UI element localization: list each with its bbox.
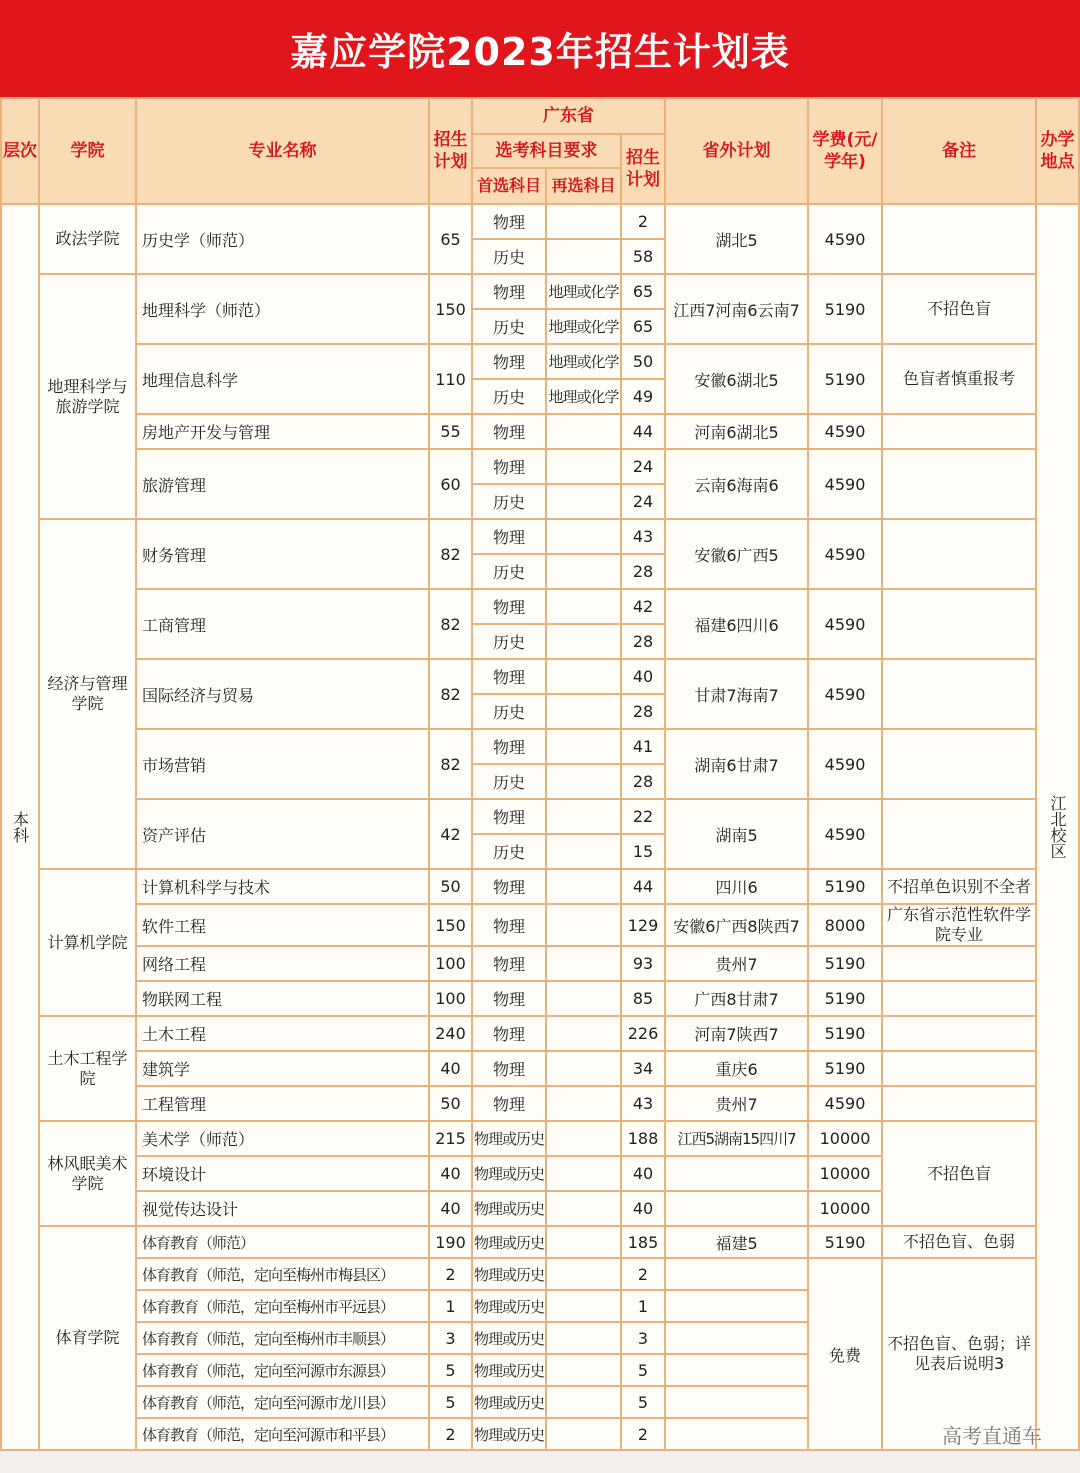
gd-plan-count: 5 (621, 1386, 665, 1418)
header-note: 备注 (882, 98, 1036, 204)
outside-plan: 福建6四川6 (665, 589, 808, 659)
first-subject: 历史 (472, 379, 546, 414)
second-subject (546, 659, 621, 694)
gd-plan-count: 188 (621, 1121, 665, 1156)
second-subject (546, 1156, 621, 1191)
note-cell (882, 729, 1036, 799)
major-name: 体育教育（师范，定向至河源市和平县） (136, 1418, 429, 1450)
second-subject (546, 904, 621, 946)
note-cell (882, 799, 1036, 869)
table-row (1, 1016, 1079, 1051)
second-subject (546, 1191, 621, 1226)
major-name: 体育教育（师范，定向至河源市龙川县） (136, 1386, 429, 1418)
tuition-fee: 8000 (808, 904, 882, 946)
table-row (1, 414, 1079, 449)
header-subject-req: 选考科目要求 (472, 134, 621, 168)
outside-plan: 河南6湖北5 (665, 414, 808, 449)
outside-plan: 贵州7 (665, 946, 808, 981)
second-subject (546, 694, 621, 729)
plan-count: 2 (429, 1258, 472, 1290)
tuition-fee: 4590 (808, 799, 882, 869)
gd-plan-count: 28 (621, 694, 665, 729)
major-name: 资产评估 (136, 799, 429, 869)
plan-count: 82 (429, 729, 472, 799)
plan-count: 42 (429, 799, 472, 869)
plan-count: 215 (429, 1121, 472, 1156)
table-row (1, 659, 1079, 694)
table-row (1, 204, 1079, 239)
note-cell (882, 981, 1036, 1016)
major-name: 财务管理 (136, 519, 429, 589)
tuition-fee: 5190 (808, 1226, 882, 1258)
gd-plan-count: 28 (621, 624, 665, 659)
table-row (1, 519, 1079, 554)
college-cell: 经济与管理学院 (39, 519, 136, 869)
first-subject: 历史 (472, 309, 546, 344)
second-subject (546, 1121, 621, 1156)
tuition-fee: 5190 (808, 946, 882, 981)
tuition-fee: 10000 (808, 1121, 882, 1156)
outside-plan (665, 1191, 808, 1226)
note-cell (882, 659, 1036, 729)
second-subject (546, 589, 621, 624)
gd-plan-count: 1 (621, 1290, 665, 1322)
gd-plan-count: 93 (621, 946, 665, 981)
first-subject: 历史 (472, 624, 546, 659)
tuition-fee: 5190 (808, 869, 882, 904)
note-cell: 不招单色识别不全者 (882, 869, 1036, 904)
first-subject: 历史 (472, 554, 546, 589)
outside-plan: 湖北5 (665, 204, 808, 274)
tuition-fee: 5190 (808, 274, 882, 344)
plan-count: 150 (429, 904, 472, 946)
gd-plan-count: 129 (621, 904, 665, 946)
major-name: 计算机科学与技术 (136, 869, 429, 904)
plan-count: 40 (429, 1051, 472, 1086)
major-name: 工商管理 (136, 589, 429, 659)
gd-plan-count: 43 (621, 519, 665, 554)
first-subject: 物理或历史 (472, 1290, 546, 1322)
note-cell (882, 1016, 1036, 1051)
outside-plan (665, 1354, 808, 1386)
note-cell (882, 519, 1036, 589)
plan-count: 1 (429, 1290, 472, 1322)
outside-plan: 安徽6广西8陕西7 (665, 904, 808, 946)
major-name: 工程管理 (136, 1086, 429, 1121)
gd-plan-count: 50 (621, 344, 665, 379)
outside-plan: 江西7河南6云南7 (665, 274, 808, 344)
first-subject: 物理 (472, 799, 546, 834)
gd-plan-count: 85 (621, 981, 665, 1016)
note-cell (882, 1086, 1036, 1121)
gd-plan-count: 185 (621, 1226, 665, 1258)
first-subject: 物理 (472, 869, 546, 904)
major-name: 网络工程 (136, 946, 429, 981)
second-subject (546, 624, 621, 659)
second-subject (546, 799, 621, 834)
header-campus: 办学地点 (1036, 98, 1079, 204)
first-subject: 物理 (472, 729, 546, 764)
major-name: 旅游管理 (136, 449, 429, 519)
first-subject: 物理 (472, 274, 546, 309)
table-row (1, 729, 1079, 764)
table-row (1, 589, 1079, 624)
gd-plan-count: 65 (621, 309, 665, 344)
first-subject: 物理 (472, 414, 546, 449)
outside-plan: 甘肃7海南7 (665, 659, 808, 729)
plan-count: 5 (429, 1386, 472, 1418)
outside-plan: 河南7陕西7 (665, 1016, 808, 1051)
tuition-fee: 4590 (808, 414, 882, 449)
second-subject (546, 981, 621, 1016)
gd-plan-count: 15 (621, 834, 665, 869)
major-name: 建筑学 (136, 1051, 429, 1086)
table-row (1, 869, 1079, 904)
tuition-fee: 4590 (808, 589, 882, 659)
table-row (1, 344, 1079, 379)
plan-count: 240 (429, 1016, 472, 1051)
college-cell: 地理科学与旅游学院 (39, 274, 136, 519)
second-subject (546, 1290, 621, 1322)
plan-count: 2 (429, 1418, 472, 1450)
first-subject: 物理 (472, 204, 546, 239)
outside-plan (665, 1258, 808, 1290)
table-row (1, 274, 1079, 309)
table-row (1, 904, 1079, 946)
gd-plan-count: 28 (621, 554, 665, 589)
outside-plan: 重庆6 (665, 1051, 808, 1086)
gd-plan-count: 42 (621, 589, 665, 624)
note-cell: 不招色盲 (882, 274, 1036, 344)
second-subject (546, 946, 621, 981)
gd-plan-count: 2 (621, 204, 665, 239)
tuition-fee: 4590 (808, 729, 882, 799)
table-row (1, 1086, 1079, 1121)
header-plan: 招生计划 (429, 98, 472, 204)
first-subject: 物理或历史 (472, 1322, 546, 1354)
second-subject (546, 1086, 621, 1121)
gd-plan-count: 22 (621, 799, 665, 834)
first-subject: 物理或历史 (472, 1121, 546, 1156)
major-name: 地理信息科学 (136, 344, 429, 414)
tuition-fee: 4590 (808, 449, 882, 519)
table-row (1, 799, 1079, 834)
first-subject: 物理或历史 (472, 1354, 546, 1386)
plan-count: 3 (429, 1322, 472, 1354)
major-name: 地理科学（师范） (136, 274, 429, 344)
gd-plan-count: 226 (621, 1016, 665, 1051)
gd-plan-count: 44 (621, 414, 665, 449)
first-subject: 物理或历史 (472, 1258, 546, 1290)
first-subject: 物理 (472, 659, 546, 694)
first-subject: 物理 (472, 344, 546, 379)
second-subject (546, 1258, 621, 1290)
first-subject: 物理或历史 (472, 1191, 546, 1226)
first-subject: 物理或历史 (472, 1226, 546, 1258)
level-cell: 本科 (1, 204, 39, 1450)
major-name: 美术学（师范） (136, 1121, 429, 1156)
note-cell (882, 414, 1036, 449)
gd-plan-count: 5 (621, 1354, 665, 1386)
plan-count: 100 (429, 946, 472, 981)
second-subject: 地理或化学 (546, 344, 621, 379)
gd-plan-count: 34 (621, 1051, 665, 1086)
header-level: 层次 (1, 98, 39, 204)
outside-plan: 福建5 (665, 1226, 808, 1258)
note-cell: 不招色盲、色弱；详见表后说明3 (882, 1258, 1036, 1450)
note-cell (882, 589, 1036, 659)
plan-count: 55 (429, 414, 472, 449)
first-subject: 历史 (472, 484, 546, 519)
second-subject (546, 764, 621, 799)
outside-plan: 贵州7 (665, 1086, 808, 1121)
outside-plan (665, 1322, 808, 1354)
gd-plan-count: 24 (621, 449, 665, 484)
gd-plan-count: 40 (621, 1156, 665, 1191)
college-cell: 林风眠美术学院 (39, 1121, 136, 1226)
enrollment-plan-table (0, 97, 1080, 1451)
major-name: 视觉传达设计 (136, 1191, 429, 1226)
second-subject (546, 554, 621, 589)
header-second-subject: 再选科目 (546, 168, 621, 204)
plan-count: 40 (429, 1191, 472, 1226)
tuition-fee: 免费 (808, 1258, 882, 1450)
major-name: 体育教育（师范，定向至河源市东源县） (136, 1354, 429, 1386)
first-subject: 物理或历史 (472, 1386, 546, 1418)
tuition-fee: 4590 (808, 1086, 882, 1121)
table-row (1, 1051, 1079, 1086)
campus-cell: 江北校区 (1036, 204, 1079, 1450)
second-subject (546, 239, 621, 274)
gd-plan-count: 58 (621, 239, 665, 274)
gd-plan-count: 44 (621, 869, 665, 904)
tuition-fee: 10000 (808, 1191, 882, 1226)
first-subject: 历史 (472, 764, 546, 799)
second-subject: 地理或化学 (546, 309, 621, 344)
note-cell (882, 449, 1036, 519)
plan-count: 50 (429, 1086, 472, 1121)
note-cell (882, 1051, 1036, 1086)
first-subject: 物理 (472, 946, 546, 981)
table-row (1, 946, 1079, 981)
second-subject (546, 834, 621, 869)
note-cell: 色盲者慎重报考 (882, 344, 1036, 414)
table-row (1, 1258, 1079, 1290)
second-subject (546, 1354, 621, 1386)
major-name: 市场营销 (136, 729, 429, 799)
second-subject (546, 1051, 621, 1086)
tuition-fee: 4590 (808, 659, 882, 729)
first-subject: 物理或历史 (472, 1156, 546, 1191)
gd-plan-count: 28 (621, 764, 665, 799)
tuition-fee: 5190 (808, 344, 882, 414)
tuition-fee: 4590 (808, 519, 882, 589)
gd-plan-count: 43 (621, 1086, 665, 1121)
table-row (1, 981, 1079, 1016)
outside-plan: 湖南6甘肃7 (665, 729, 808, 799)
outside-plan: 江西5湖南15四川7 (665, 1121, 808, 1156)
first-subject: 物理 (472, 589, 546, 624)
outside-plan (665, 1156, 808, 1191)
second-subject: 地理或化学 (546, 379, 621, 414)
college-cell: 政法学院 (39, 204, 136, 274)
first-subject: 物理 (472, 981, 546, 1016)
second-subject (546, 1322, 621, 1354)
major-name: 土木工程 (136, 1016, 429, 1051)
header-fee: 学费(元/学年) (808, 98, 882, 204)
major-name: 物联网工程 (136, 981, 429, 1016)
gd-plan-count: 2 (621, 1258, 665, 1290)
second-subject (546, 1226, 621, 1258)
second-subject (546, 449, 621, 484)
first-subject: 物理 (472, 1086, 546, 1121)
second-subject (546, 869, 621, 904)
plan-count: 100 (429, 981, 472, 1016)
gd-plan-count: 24 (621, 484, 665, 519)
header-guangdong: 广东省 (472, 98, 665, 134)
major-name: 房地产开发与管理 (136, 414, 429, 449)
second-subject (546, 204, 621, 239)
major-name: 软件工程 (136, 904, 429, 946)
outside-plan (665, 1418, 808, 1450)
tuition-fee: 10000 (808, 1156, 882, 1191)
plan-count: 50 (429, 869, 472, 904)
gd-plan-count: 41 (621, 729, 665, 764)
college-cell: 土木工程学院 (39, 1016, 136, 1121)
plan-count: 150 (429, 274, 472, 344)
plan-count: 82 (429, 519, 472, 589)
plan-count: 60 (429, 449, 472, 519)
first-subject: 物理 (472, 904, 546, 946)
note-cell (882, 946, 1036, 981)
major-name: 体育教育（师范，定向至梅州市丰顺县） (136, 1322, 429, 1354)
plan-count: 82 (429, 589, 472, 659)
first-subject: 历史 (472, 694, 546, 729)
gd-plan-count: 49 (621, 379, 665, 414)
first-subject: 物理或历史 (472, 1418, 546, 1450)
first-subject: 物理 (472, 449, 546, 484)
outside-plan: 云南6海南6 (665, 449, 808, 519)
second-subject (546, 484, 621, 519)
major-name: 历史学（师范） (136, 204, 429, 274)
first-subject: 物理 (472, 1016, 546, 1051)
header-college: 学院 (39, 98, 136, 204)
plan-count: 82 (429, 659, 472, 729)
plan-count: 110 (429, 344, 472, 414)
second-subject: 地理或化学 (546, 274, 621, 309)
first-subject: 历史 (472, 239, 546, 274)
outside-plan (665, 1290, 808, 1322)
header-major: 专业名称 (136, 98, 429, 204)
outside-plan: 广西8甘肃7 (665, 981, 808, 1016)
tuition-fee: 5190 (808, 981, 882, 1016)
gd-plan-count: 2 (621, 1418, 665, 1450)
plan-count: 5 (429, 1354, 472, 1386)
second-subject (546, 1386, 621, 1418)
second-subject (546, 1016, 621, 1051)
outside-plan: 四川6 (665, 869, 808, 904)
header-gd-plan: 招生计划 (621, 134, 665, 204)
tuition-fee: 5190 (808, 1051, 882, 1086)
major-name: 体育教育（师范，定向至梅州市平远县） (136, 1290, 429, 1322)
plan-count: 65 (429, 204, 472, 274)
plan-count: 40 (429, 1156, 472, 1191)
outside-plan: 湖南5 (665, 799, 808, 869)
major-name: 体育教育（师范，定向至梅州市梅县区） (136, 1258, 429, 1290)
tuition-fee: 5190 (808, 1016, 882, 1051)
header-outside: 省外计划 (665, 98, 808, 204)
second-subject (546, 1418, 621, 1450)
table-row (1, 1226, 1079, 1258)
second-subject (546, 414, 621, 449)
major-name: 环境设计 (136, 1156, 429, 1191)
table-row (1, 1121, 1079, 1156)
gd-plan-count: 3 (621, 1322, 665, 1354)
plan-count: 190 (429, 1226, 472, 1258)
first-subject: 物理 (472, 519, 546, 554)
tuition-fee: 4590 (808, 204, 882, 274)
page-title: 嘉应学院2023年招生计划表 (0, 0, 1080, 97)
outside-plan: 安徽6湖北5 (665, 344, 808, 414)
gd-plan-count: 40 (621, 1191, 665, 1226)
first-subject: 历史 (472, 834, 546, 869)
header-first-subject: 首选科目 (472, 168, 546, 204)
note-cell: 广东省示范性软件学院专业 (882, 904, 1036, 946)
outside-plan (665, 1386, 808, 1418)
note-cell: 不招色盲 (882, 1121, 1036, 1226)
college-cell: 体育学院 (39, 1226, 136, 1450)
second-subject (546, 519, 621, 554)
college-cell: 计算机学院 (39, 869, 136, 1016)
second-subject (546, 729, 621, 764)
gd-plan-count: 40 (621, 659, 665, 694)
table-row (1, 449, 1079, 484)
note-cell (882, 204, 1036, 274)
major-name: 体育教育（师范） (136, 1226, 429, 1258)
major-name: 国际经济与贸易 (136, 659, 429, 729)
gd-plan-count: 65 (621, 274, 665, 309)
outside-plan: 安徽6广西5 (665, 519, 808, 589)
watermark: 高考直通车 (942, 1424, 1042, 1448)
note-cell: 不招色盲、色弱 (882, 1226, 1036, 1258)
first-subject: 物理 (472, 1051, 546, 1086)
